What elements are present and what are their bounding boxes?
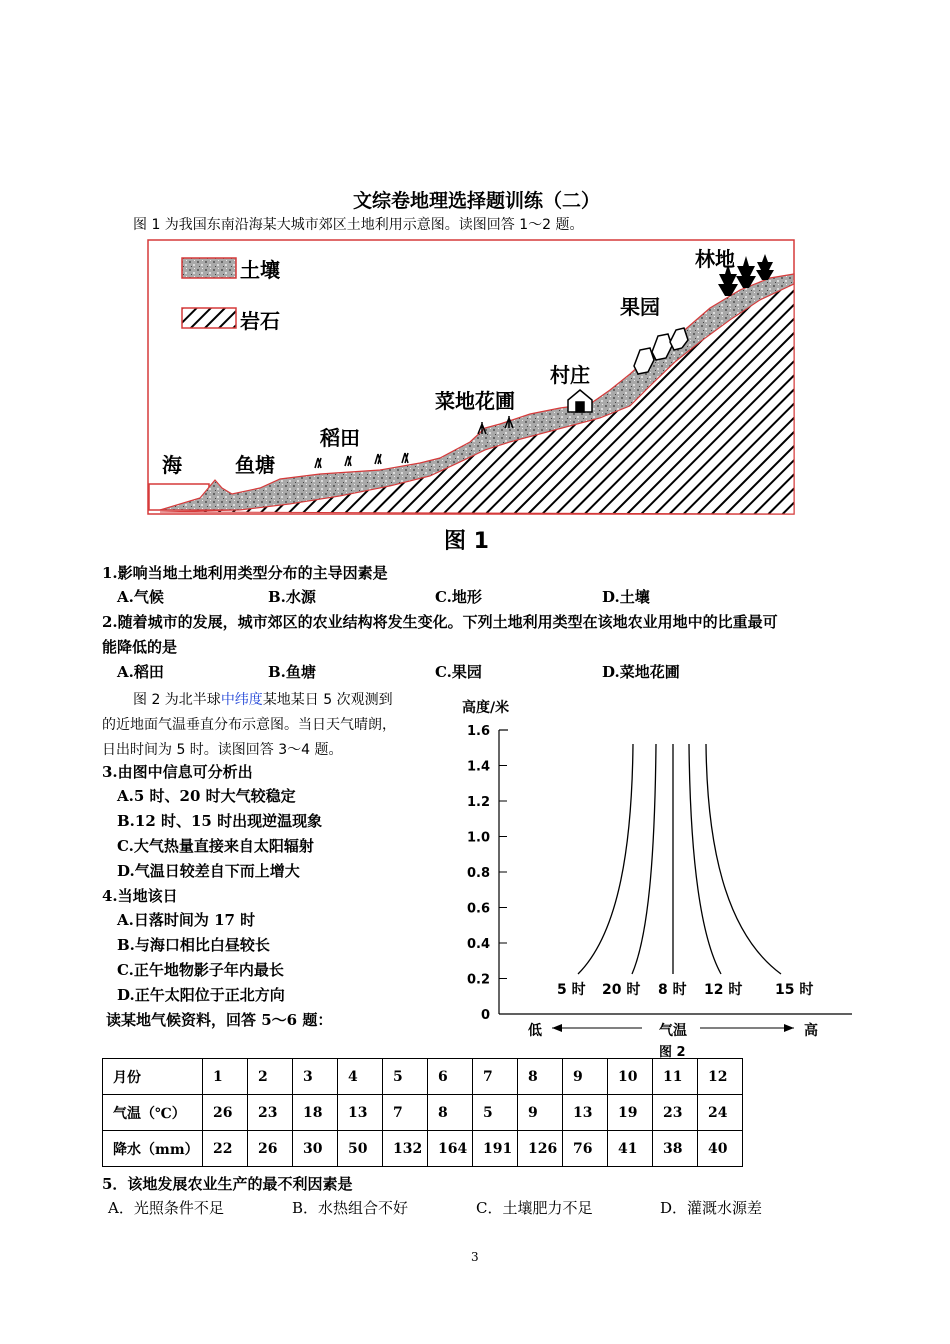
temperature-cell: 9 [518,1095,563,1131]
table-row-months [103,1059,743,1095]
arrow-right-icon [784,1024,794,1032]
month-cell: 6 [428,1059,473,1095]
curve-12h [689,744,721,974]
page-number: 3 [471,1250,479,1264]
q4-stem: 4.当地该日 [102,887,178,905]
legend-rock-swatch [182,308,236,328]
q3-option-d[interactable]: D.气温日较差自下而上增大 [117,862,300,880]
temperature-cell: 19 [608,1095,653,1131]
q5-option-a[interactable]: A．光照条件不足 [108,1199,224,1217]
q1-stem: 1.影响当地土地利用类型分布的主导因素是 [102,564,388,582]
figure2-y-ticks [467,724,507,1023]
climate-table [102,1058,743,1167]
q2-option-c[interactable]: C.果园 [435,663,482,681]
q5-option-c[interactable]: C．土壤肥力不足 [476,1199,593,1217]
precipitation-cell: 38 [653,1131,698,1167]
legend-rock-label: 岩石 [240,309,280,333]
q4-option-a[interactable]: A.日落时间为 17 时 [117,911,256,929]
legend-soil-swatch [182,258,236,278]
figure1-land-use-diagram [140,236,802,552]
month-cell: 1 [203,1059,248,1095]
label-rice-paddy: 稻田 [320,426,360,450]
curve-label-15h: 15 时 [775,982,814,998]
q5-option-d[interactable]: D．灌溉水源差 [660,1199,763,1217]
table-row-precipitation [103,1131,743,1167]
intro-figure2-line3: 日出时间为 5 时。读图回答 3～4 题。 [102,742,343,758]
curve-15h [706,744,781,974]
month-cell: 4 [338,1059,383,1095]
month-cell: 9 [563,1059,608,1095]
label-sea: 海 [162,453,182,477]
temperature-cell: 13 [338,1095,383,1131]
q4-option-d[interactable]: D.正午太阳位于正北方向 [117,986,285,1004]
figure2-y-title: 高度/米 [462,700,510,716]
precipitation-cell: 76 [563,1131,608,1167]
curve-label-20h: 20 时 [602,982,641,998]
q5-stem: 5．该地发展农业生产的最不利因素是 [102,1175,353,1193]
month-cell: 7 [473,1059,518,1095]
y-tick-label: 1.6 [466,724,490,739]
q3-option-a[interactable]: A.5 时、20 时大气较稳定 [117,787,296,805]
month-cell: 5 [383,1059,428,1095]
figure1-caption: 图 1 [444,529,489,552]
y-tick-label: 0.6 [466,901,490,917]
y-tick-label: 1.2 [466,795,490,810]
figure2-curves [578,744,781,974]
figure2-x-high: 高 [804,1023,818,1039]
q3-option-b[interactable]: B.12 时、15 时出现逆温现象 [117,812,323,830]
temperature-cell: 7 [383,1095,428,1131]
precipitation-cell: 40 [698,1131,743,1167]
label-fishpond: 鱼塘 [235,453,275,477]
y-tick-label: 0.8 [466,866,490,881]
month-cell: 3 [293,1059,338,1095]
month-cell: 12 [698,1059,743,1095]
label-vegetable-garden: 菜地花圃 [435,389,515,413]
precipitation-cell: 132 [383,1131,428,1167]
q3-stem: 3.由图中信息可分析出 [102,763,253,781]
q1-option-a[interactable]: A.气候 [117,588,164,606]
q1-option-c[interactable]: C.地形 [435,588,482,606]
y-tick-label: 0 [480,1008,490,1023]
label-orchard: 果园 [620,295,660,319]
precipitation-cell: 30 [293,1131,338,1167]
q4-option-b[interactable]: B.与海口相比白昼较长 [117,936,270,954]
q5-option-b[interactable]: B．水热组合不好 [292,1199,409,1217]
temperature-cell: 13 [563,1095,608,1131]
precipitation-cell: 126 [518,1131,563,1167]
y-tick-label: 0.4 [466,937,490,952]
month-cell: 10 [608,1059,653,1095]
month-cell: 11 [653,1059,698,1095]
precipitation-cell: 50 [338,1131,383,1167]
precipitation-cell: 22 [203,1131,248,1167]
y-tick-label: 1.0 [466,830,490,846]
intro-figure2-line2: 的近地面气温垂直分布示意图。当日天气晴朗， [102,717,396,733]
curve-label-12h: 12 时 [704,982,743,998]
precipitation-cell: 26 [248,1131,293,1167]
q2-stem-line2: 能降低的是 [102,638,178,656]
table-row-temperature [103,1095,743,1131]
label-village: 村庄 [550,363,590,387]
temperature-cell: 5 [473,1095,518,1131]
temperature-cell: 18 [293,1095,338,1131]
row-label-months: 月份 [103,1059,203,1095]
precipitation-cell: 191 [473,1131,518,1167]
page-title: 文综卷地理选择题训练（二） [353,190,601,212]
temperature-cell: 23 [248,1095,293,1131]
curve-20h [632,744,656,974]
q1-option-b[interactable]: B.水源 [268,588,316,606]
figure2-x-low: 低 [528,1023,542,1039]
figure2-x-title: 气温 [659,1023,687,1039]
y-tick-label: 0.2 [466,972,490,988]
intro-figure2-link[interactable]: 中纬度 [220,692,263,708]
y-tick-label: 1.4 [466,759,490,775]
q2-stem-line1: 2.随着城市的发展，城市郊区的农业结构将发生变化。下列土地利用类型在该地农业用地中的比重最可 [102,613,778,631]
temperature-cell: 24 [698,1095,743,1131]
intro-climate: 读某地气候资料，回答 5～6 题： [106,1011,333,1029]
precipitation-cell: 41 [608,1131,653,1167]
temperature-cell: 26 [203,1095,248,1131]
q2-option-b[interactable]: B.鱼塘 [268,663,316,681]
intro-figure1: 图 1 为我国东南沿海某大城市郊区土地利用示意图。读图回答 1～2 题。 [133,217,584,233]
curve-label-8h: 8 时 [658,982,687,998]
month-cell: 2 [248,1059,293,1095]
q2-option-a[interactable]: A.稻田 [117,663,164,681]
q2-option-d[interactable]: D.菜地花圃 [602,663,680,681]
intro-figure2-line1: 图 2 为北半球中纬度某地某日 5 次观测到 [133,692,393,708]
figure2-temperature-profile [456,692,866,1062]
legend-soil-label: 土壤 [240,258,280,282]
label-forest: 林地 [695,247,735,271]
precipitation-cell: 164 [428,1131,473,1167]
q4-option-c[interactable]: C.正午地物影子年内最长 [117,961,284,979]
q3-option-c[interactable]: C.大气热量直接来自太阳辐射 [117,837,314,855]
figure2-caption: 图 2 [659,1045,686,1060]
row-label-precipitation: 降水（mm） [103,1131,203,1167]
temperature-cell: 8 [428,1095,473,1131]
curve-label-5h: 5 时 [557,982,586,998]
q1-option-d[interactable]: D.土壤 [602,588,650,606]
curve-5h [578,744,633,974]
temperature-cell: 23 [653,1095,698,1131]
arrow-left-icon [552,1024,562,1032]
month-cell: 8 [518,1059,563,1095]
row-label-temperature: 气温（℃） [103,1095,203,1131]
